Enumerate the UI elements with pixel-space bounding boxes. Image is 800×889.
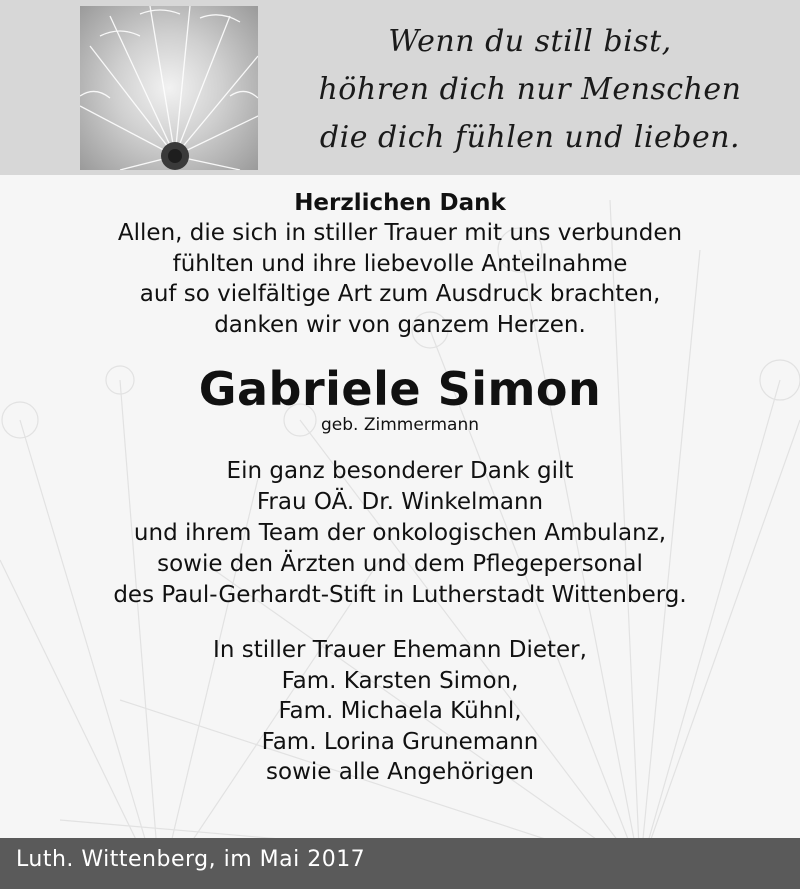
thanks-line: auf so vielfältige Art zum Ausdruck brachten,: [139, 281, 661, 307]
thanks-line: fühlten und ihre liebevolle Anteilnahme: [172, 250, 628, 277]
thanks-line: Allen, die sich in stiller Trauer mit uns verbunden: [117, 220, 683, 246]
poem-verse: [280, 18, 780, 162]
verse-line: Wenn du still bist,: [388, 24, 672, 59]
dandelion-seedhead-image: [80, 6, 258, 170]
special-thanks-line: des Paul-Gerhardt-Stift in Lutherstadt Wittenberg.: [113, 582, 687, 608]
verse-line: die dich fühlen und lieben.: [319, 120, 741, 155]
special-thanks-line: Frau OÄ. Dr. Winkelmann: [256, 489, 544, 515]
maiden-name: geb. Zimmermann: [320, 415, 479, 435]
place-date: Luth. Wittenberg, im Mai 2017: [16, 847, 366, 872]
thanks-heading: Herzlichen Dank: [294, 190, 506, 216]
special-thanks: [0, 456, 800, 611]
mourner-line: Fam. Lorina Grunemann: [261, 728, 539, 755]
mourners-list: [0, 635, 800, 788]
mourner-line: sowie alle Angehörigen: [266, 759, 534, 785]
special-thanks-line: Ein ganz besonderer Dank gilt: [226, 458, 574, 484]
notice-body: [0, 188, 800, 788]
thanks-line: danken wir von ganzem Herzen.: [214, 311, 586, 338]
mourner-line: Fam. Karsten Simon,: [281, 667, 519, 694]
special-thanks-line: und ihrem Team der onkologischen Ambulanz,: [133, 520, 667, 546]
mourner-line: Fam. Michaela Kühnl,: [278, 698, 522, 724]
deceased-name: Gabriele Simon: [198, 362, 602, 416]
verse-line: höhren dich nur Menschen: [318, 72, 742, 107]
special-thanks-line: sowie den Ärzten und dem Pflegepersonal: [157, 551, 643, 577]
mourner-line: In stiller Trauer Ehemann Dieter,: [213, 637, 587, 663]
